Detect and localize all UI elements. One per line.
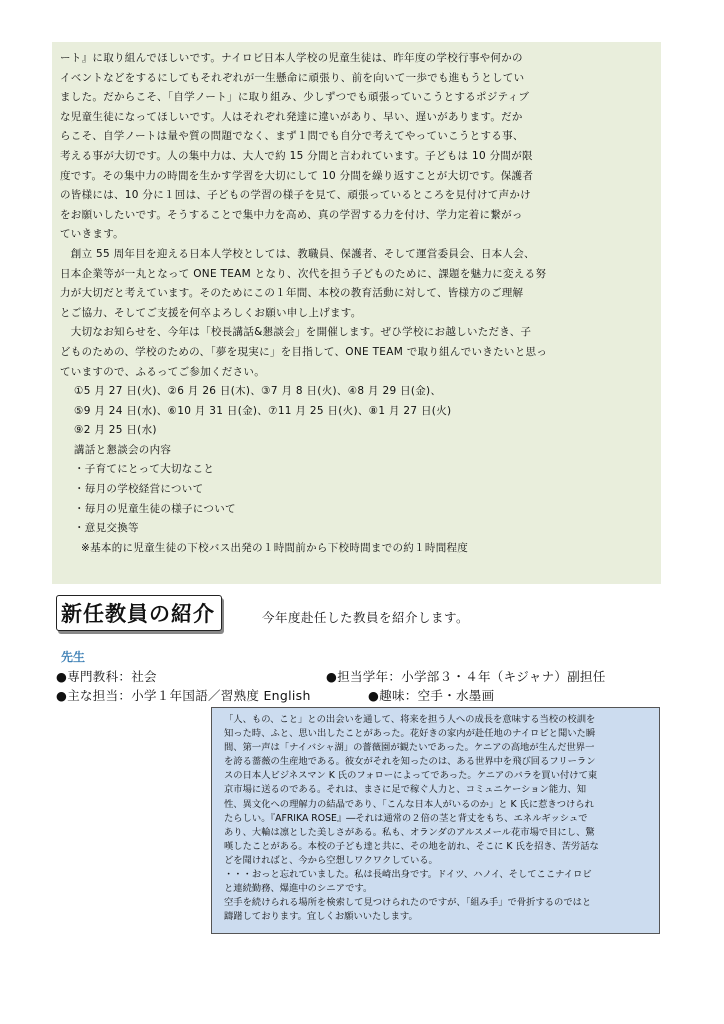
session-dates-line: ①5 月 27 日(火)、②6 月 26 日(木)、③7 月 8 日(火)、④8 月 29 日(金)、	[74, 385, 442, 398]
message-line: ート』に取り組んでほしいです。ナイロビ日本人学校の児童生徒は、昨年度の学校行事や何かの	[60, 52, 523, 64]
intro-line: を誇る薔薇の生産地である。彼女がそれを知ったのは、ある世界中を飛び回るフリーラン	[224, 756, 596, 768]
session-note: ※基本的に児童生徒の下校バス出発の１時間前から下校時間までの約１時間程度	[81, 541, 469, 554]
message-line: どものための、学校のための、「夢を現実に」を目指して、ONE TEAM で取り組んでいきたいと思っ	[60, 345, 548, 358]
teacher-intro-box	[211, 707, 660, 934]
intro-line: どを聞ければと、今から空想しワクワクしている。	[224, 854, 438, 866]
message-line: とご協力、そしてご支援を何卒よろしくお願い申し上げます。	[60, 306, 362, 319]
message-line: ていますので、ふるってご参加ください。	[60, 365, 265, 378]
intro-line: 京市場に送るのである。それは、まさに足で稼ぐ人力と、コミュニケーション能力、知	[224, 784, 587, 796]
message-line: 考える事が大切です。人の集中力は、大人で約 15 分間と言われています。子どもは 10 分間が限	[60, 149, 533, 162]
session-dates-line: ⑤9 月 24 日(水)、⑥10 月 31 日(金)、⑦11 月 25 日(火)、⑧1 月 27 日(火)	[74, 404, 452, 417]
intro-line: たらしい。『AFRIKA ROSE』―それは通常の２倍の茎と背丈をもち、エネルギッシュで	[224, 812, 588, 824]
intro-line: あり、大輪は凛とした美しさがある。私も、オランダのアルスメール花市場で目にし、驚	[224, 826, 595, 838]
message-line: 大切なお知らせを、今年は「校長講話&懇談会」を開催します。ぜひ学校にお越しいただき、子	[60, 326, 532, 339]
intro-line: 性、異文化への理解力の結晶であり、「こんな日本人がいるのか」と K 氏に惹きつけられ	[224, 798, 594, 810]
section-title: 新任教員の紹介	[56, 595, 222, 631]
principal-message-box	[52, 42, 661, 584]
topic-item: ・子育てにとって大切なこと	[74, 463, 215, 476]
message-line: 度です。その集中力の時間を生かす学習を大切にして 10 分間を繰り返すことが大切です。保護者	[60, 169, 534, 182]
intro-line: 空手を続けられる場所を検索して見つけられたのですが、「組み手」で骨折するのではと	[224, 897, 592, 909]
message-line: ていきます。	[60, 228, 124, 241]
teacher-main-duty: ●主な担当：小学１年国語／習熟度 English	[56, 688, 311, 703]
message-line: の皆様には、10 分に１回は、子どもの学習の様子を見て、頑張っているところを見付けて声かけ	[60, 189, 531, 202]
topic-item: ・毎月の児童生徒の様子について	[74, 502, 236, 515]
message-line: な児童生徒になってほしいです。人はそれぞれ発達に違いがあり、早い、遅いがあります。だか	[60, 110, 523, 123]
teacher-role-label: 先生	[61, 650, 86, 664]
topic-item: ・毎月の学校経営について	[74, 483, 204, 496]
message-line: 力が大切だと考えています。そのためにこの１年間、本校の教育活動に対して、皆様方のご理解	[60, 287, 524, 300]
teacher-hobby: ●趣味：空手・水墨画	[368, 688, 495, 703]
message-line: ました。だからこそ、「自学ノート」に取り組み、少しずつでも頑張っていこうとするポジティブ	[60, 91, 530, 104]
message-line: をお願いしたいです。そうすることで集中力を高め、真の学習する力を付け、学力定着に繋がっ	[60, 208, 523, 221]
message-line: らこそ、自学ノートは量や質の問題でなく、まず１問でも自分で考えてやっていこうとする事、	[60, 130, 524, 143]
teacher-grade: ●担当学年：小学部３・４年（キジャナ）副担任	[326, 669, 606, 684]
message-line: イベントなどをするにしてもそれぞれが一生懸命に頑張り、前を向いて一歩でも進もうとしてい	[60, 71, 525, 84]
intro-line: 躊躇しております。宜しくお願いいたします。	[224, 911, 418, 923]
intro-line: 知った時、ふと、思い出したことがあった。花好きの家内が赴任地のナイロビと聞いた瞬	[224, 728, 596, 740]
session-dates-line: ⑨2 月 25 日(水)	[74, 424, 157, 437]
message-line: 創立 55 周年目を迎える日本人学校としては、教職員、保護者、そして運営委員会、日本人会、	[60, 247, 535, 260]
intro-line: と連続勤務、爆進中のシニアです。	[224, 883, 373, 895]
intro-line: 「人、もの、こと」との出会いを通して、将来を担う人への成長を意味する当校の校訓を	[224, 714, 596, 725]
topic-item: ・意見交換等	[74, 522, 139, 535]
section-subtitle: 今年度赴任した教員を紹介します。	[262, 610, 470, 625]
message-line: 日本企業等が一丸となって ONE TEAM となり、次代を担う子どものために、課題を魅力に変える努	[60, 267, 547, 280]
teacher-subject: ●専門教科：社会	[56, 669, 157, 684]
intro-line: 間、第一声は「ナイバシャ湖」の薔薇園が観たいであった。ケニアの高地が生んだ世界一	[224, 742, 595, 754]
intro-line: スの日本人ビジネスマン K 氏のフォローによってであった。ケニアのバラを買い付けて東	[224, 770, 598, 782]
section-title-wrap	[56, 596, 222, 630]
content-heading: 講話と懇談会の内容	[74, 443, 172, 456]
intro-line: 嘆したことがある。本校の子ども達と共に、その地を訪れ、そこに K 氏を招き、苦労話な	[224, 840, 599, 852]
intro-line: ・・・おっと忘れていました。私は長崎出身です。ドイツ、ハノイ、そしてここナイロビ	[224, 869, 592, 881]
